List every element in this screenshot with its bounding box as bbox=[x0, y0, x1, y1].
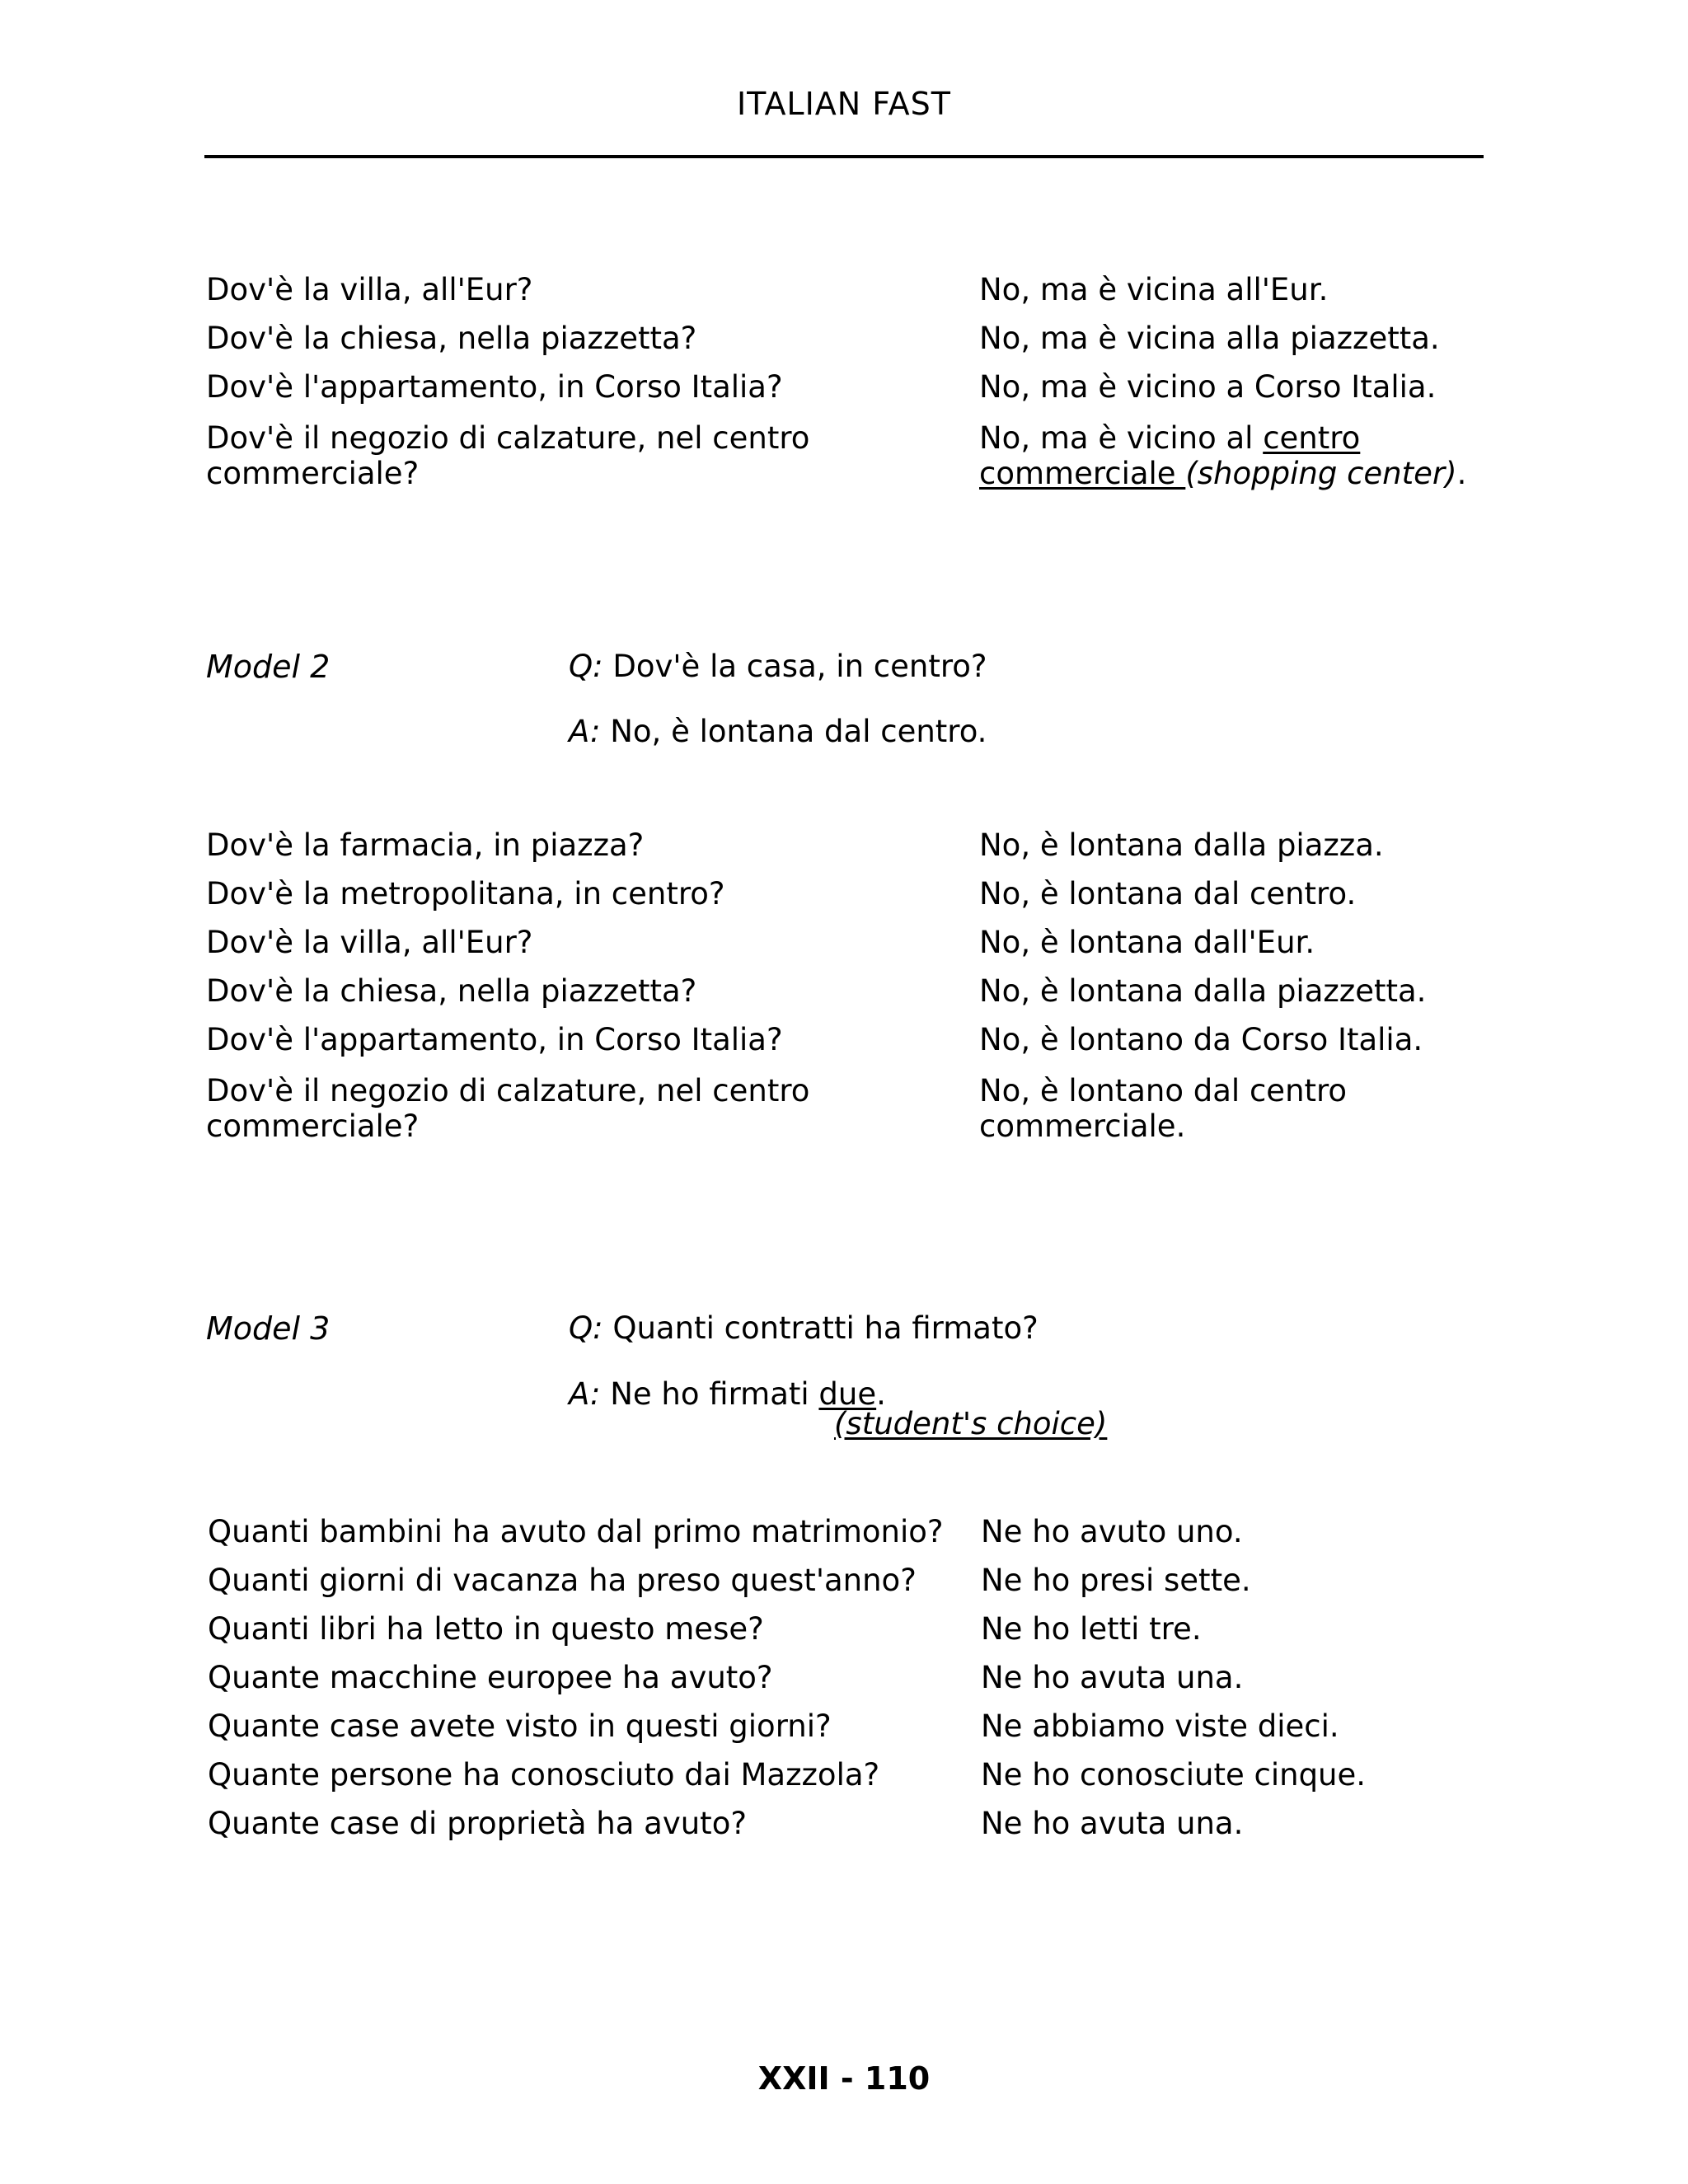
question-line-1: Dov'è il negozio di calzature, nel centro bbox=[206, 420, 810, 456]
answer-line-1: No, è lontano dal centro bbox=[979, 1073, 1348, 1108]
drill-question bbox=[206, 420, 809, 491]
a-prefix: A: bbox=[569, 1376, 601, 1412]
question-line-2: commerciale? bbox=[206, 1108, 420, 1144]
drill-question: Quante case di proprietà ha avuto? bbox=[208, 1806, 747, 1841]
drill-answer: Ne ho avuto uno. bbox=[981, 1514, 1243, 1549]
drill-answer: No, è lontana dal centro. bbox=[979, 876, 1357, 912]
drill-question: Quante macchine europee ha avuto? bbox=[208, 1660, 773, 1695]
drill-answer: Ne abbiamo viste dieci. bbox=[981, 1708, 1339, 1744]
page-number: XXII - 110 bbox=[757, 2060, 931, 2097]
answer-period: . bbox=[876, 1376, 886, 1412]
underlined-term: commerciale bbox=[979, 456, 1186, 491]
drill-question: Dov'è la villa, all'Eur? bbox=[206, 925, 533, 960]
underlined-term: centro bbox=[1263, 420, 1361, 456]
drill-question: Dov'è la chiesa, nella piazzetta? bbox=[206, 973, 697, 1009]
question-line-1: Dov'è il negozio di calzature, nel centro bbox=[206, 1073, 810, 1108]
a-prefix: A: bbox=[569, 714, 601, 749]
drill-answer: No, ma è vicino a Corso Italia. bbox=[979, 369, 1437, 405]
model-label: Model 3 bbox=[206, 1310, 331, 1347]
drill-question: Quante case avete visto in questi giorni? bbox=[208, 1708, 832, 1744]
drill-answer: Ne ho avuta una. bbox=[981, 1806, 1244, 1841]
header-rule bbox=[204, 155, 1484, 158]
model-answer-text: Ne ho firmati bbox=[610, 1376, 819, 1412]
drill-question: Quanti bambini ha avuto dal primo matrimonio? bbox=[208, 1514, 944, 1549]
drill-question: Quanti giorni di vacanza ha preso quest'anno? bbox=[208, 1563, 917, 1598]
drill-answer: Ne ho presi sette. bbox=[981, 1563, 1251, 1598]
model-label: Model 2 bbox=[206, 649, 331, 685]
drill-answer: No, ma è vicina all'Eur. bbox=[979, 272, 1329, 307]
drill-question: Dov'è l'appartamento, in Corso Italia? bbox=[206, 1022, 783, 1057]
model-question bbox=[569, 1310, 1039, 1346]
q-prefix: Q: bbox=[569, 649, 603, 684]
drill-question: Dov'è la villa, all'Eur? bbox=[206, 272, 533, 307]
question-line-2: commerciale? bbox=[206, 456, 420, 491]
drill-question: Quante persone ha conosciuto dai Mazzola? bbox=[208, 1757, 880, 1793]
model-question-text: Quanti contratti ha firmato? bbox=[612, 1310, 1039, 1346]
answer-period: . bbox=[1456, 456, 1467, 491]
drill-answer bbox=[979, 1073, 1347, 1144]
underlined-term: due bbox=[818, 1376, 877, 1412]
drill-question: Quanti libri ha letto in questo mese? bbox=[208, 1611, 764, 1647]
drill-answer: No, ma è vicina alla piazzetta. bbox=[979, 321, 1440, 356]
drill-answer: No, è lontana dall'Eur. bbox=[979, 925, 1315, 960]
drill-question: Dov'è la farmacia, in piazza? bbox=[206, 827, 645, 863]
answer-text: No, ma è vicino al bbox=[979, 420, 1264, 456]
drill-question: Dov'è la metropolitana, in centro? bbox=[206, 876, 725, 912]
drill-question: Dov'è l'appartamento, in Corso Italia? bbox=[206, 369, 783, 405]
drill-answer bbox=[979, 420, 1466, 491]
drill-answer: No, è lontana dalla piazzetta. bbox=[979, 973, 1427, 1009]
model-question-text: Dov'è la casa, in centro? bbox=[612, 649, 987, 684]
model-answer bbox=[569, 714, 987, 749]
drill-answer: Ne ho conosciute cinque. bbox=[981, 1757, 1367, 1793]
translation-note: (shopping center) bbox=[1185, 456, 1457, 491]
drill-answer: Ne ho letti tre. bbox=[981, 1611, 1202, 1647]
drill-answer: Ne ho avuta una. bbox=[981, 1660, 1244, 1695]
model-question bbox=[569, 649, 987, 684]
model-answer-text: No, è lontana dal centro. bbox=[610, 714, 987, 749]
student-choice-note: (student's choice) bbox=[834, 1406, 1108, 1441]
drill-question bbox=[206, 1073, 809, 1144]
answer-line-2: commerciale. bbox=[979, 1108, 1186, 1144]
q-prefix: Q: bbox=[569, 1310, 603, 1346]
drill-question: Dov'è la chiesa, nella piazzetta? bbox=[206, 321, 697, 356]
page-header-title: ITALIAN FAST bbox=[736, 86, 952, 122]
drill-answer: No, è lontana dalla piazza. bbox=[979, 827, 1384, 863]
drill-answer: No, è lontano da Corso Italia. bbox=[979, 1022, 1423, 1057]
